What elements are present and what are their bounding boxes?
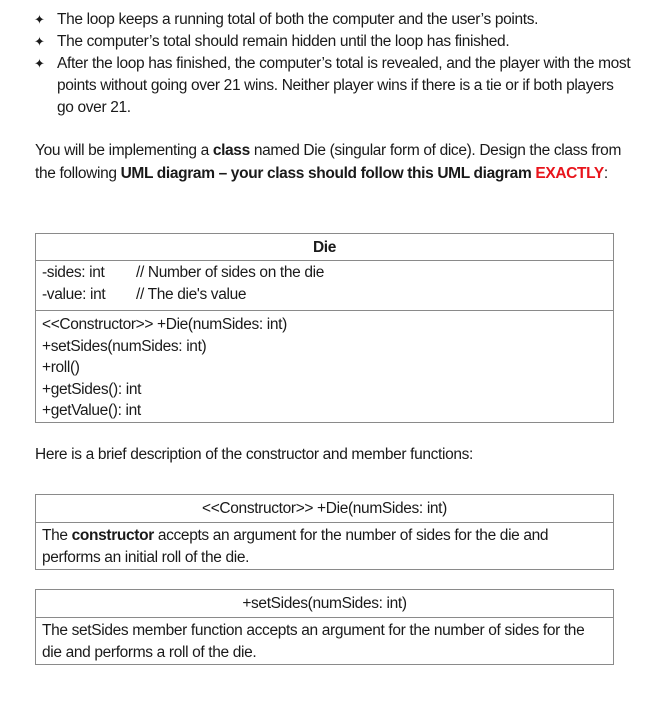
uml-method: <<Constructor>> +Die(numSides: int) <box>42 316 287 333</box>
intro-colon: : <box>603 164 608 182</box>
star-bullet-icon: ✦ <box>34 56 45 71</box>
desc-text: The <box>42 527 72 544</box>
bullet-text: After the loop has finished, the computer’s total is revealed, and the player with the most points without going over 21 wins. Neither player wins if there is a tie or if both players go over 21. <box>57 55 631 116</box>
uml-attribute <box>42 262 607 284</box>
bullet-text: The loop keeps a running total of both the computer and the user’s points. <box>57 11 539 28</box>
constructor-description-box <box>35 494 614 570</box>
desc-text: The setSides member function accepts an argument for the number of sides for the die and performs a roll of the die. <box>42 622 585 661</box>
function-signature: +setSides(numSides: int) <box>242 595 407 612</box>
intro-bold-class: class <box>212 142 250 159</box>
list-item <box>33 53 633 119</box>
function-description <box>36 617 613 664</box>
setsides-description-box <box>35 589 614 665</box>
desc-bold: constructor <box>71 527 154 544</box>
uml-method: +getSides(): int <box>42 380 142 398</box>
description-intro: Here is a brief description of the constructor and member functions: <box>35 446 473 463</box>
function-description <box>36 522 613 569</box>
intro-bold-uml: UML diagram – your class should follow this UML diagram <box>120 164 536 182</box>
uml-method: +getValue(): int <box>42 402 141 419</box>
intro-paragraph <box>35 140 625 185</box>
star-bullet-icon: ✦ <box>34 34 45 49</box>
attribute-name: -sides: int <box>42 264 105 281</box>
bullet-text: The computer’s total should remain hidden until the loop has finished. <box>57 33 510 50</box>
attribute-comment: // Number of sides on the die <box>136 264 325 281</box>
uml-attributes <box>36 260 613 310</box>
intro-text: You will be implementing a <box>35 142 213 159</box>
uml-class-diagram <box>35 233 614 423</box>
desc-text: accepts an argument for the number of sides for the die and performs an initial roll of the die. <box>42 527 549 566</box>
attribute-comment: // The die's value <box>136 286 247 303</box>
uml-attribute <box>42 284 607 306</box>
intro-text: named Die (singular form of dice). Design the class from the following <box>35 142 622 182</box>
requirements-list <box>33 9 633 119</box>
star-bullet-icon: ✦ <box>34 12 45 27</box>
uml-method: +setSides(numSides: int) <box>42 337 207 355</box>
uml-class-name: Die <box>312 239 337 256</box>
attribute-name: -value: int <box>42 286 106 303</box>
uml-methods <box>36 310 613 422</box>
list-item <box>33 31 633 53</box>
function-signature: <<Constructor>> +Die(numSides: int) <box>202 500 447 517</box>
uml-method: +roll() <box>42 359 80 376</box>
intro-exactly: EXACTLY <box>535 164 604 182</box>
list-item <box>33 9 633 31</box>
